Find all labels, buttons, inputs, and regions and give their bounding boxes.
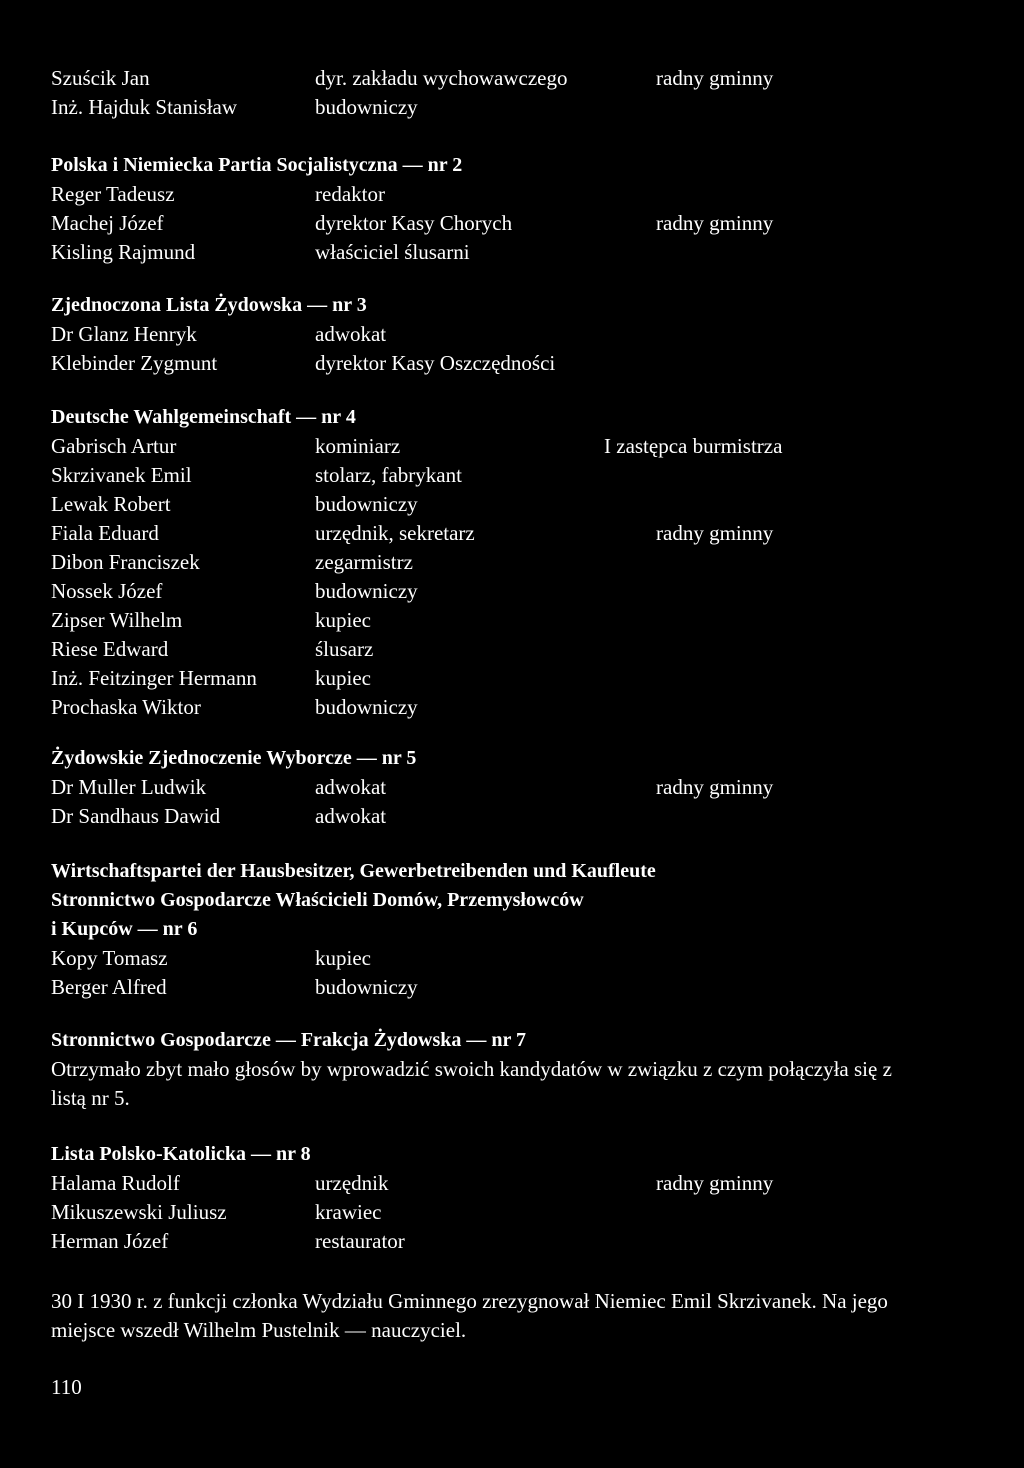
person-name: Skrzivanek Emil <box>51 463 192 487</box>
person-job: budowniczy <box>315 975 418 999</box>
person-job: stolarz, fabrykant <box>315 463 462 487</box>
person-name: Riese Edward <box>51 637 169 661</box>
table-row <box>51 802 951 831</box>
table-row <box>51 944 951 973</box>
person-name: Dr Muller Ludwik <box>51 775 207 799</box>
table-row <box>51 606 951 635</box>
person-job: dyrektor Kasy Chorych <box>315 211 513 235</box>
section-heading: Zjednoczona Lista Żydowska — nr 3 <box>51 294 367 316</box>
person-job: budowniczy <box>315 695 418 719</box>
person-role: I zastępca burmistrza <box>604 434 783 458</box>
person-job: budowniczy <box>315 579 418 603</box>
person-name: Lewak Robert <box>51 492 171 516</box>
section-heading: Lista Polsko-Katolicka — nr 8 <box>51 1143 311 1165</box>
person-name: Klebinder Zygmunt <box>51 351 218 375</box>
section-heading: Żydowskie Zjednoczenie Wyborcze — nr 5 <box>51 747 417 769</box>
person-name: Machej Józef <box>51 211 164 235</box>
person-role: radny gminny <box>656 775 774 799</box>
person-job: kupiec <box>315 946 371 970</box>
person-name: Inż. Feitzinger Hermann <box>51 666 257 690</box>
section-heading: i Kupców — nr 6 <box>51 918 198 940</box>
section-list-3 <box>51 291 951 378</box>
person-name: Zipser Wilhelm <box>51 608 183 632</box>
person-role: radny gminny <box>656 211 774 235</box>
person-name: Mikuszewski Juliusz <box>51 1200 227 1224</box>
section-heading: Polska i Niemiecka Partia Socjalistyczna — nr 2 <box>51 154 463 176</box>
person-name: Prochaska Wiktor <box>51 695 201 719</box>
table-row <box>51 973 951 1002</box>
person-role: radny gminny <box>656 521 774 545</box>
person-name: Halama Rudolf <box>51 1171 180 1195</box>
person-name: Dr Sandhaus Dawid <box>51 804 221 828</box>
table-row <box>51 432 951 461</box>
table-row <box>51 461 951 490</box>
table-row <box>51 238 951 267</box>
person-job: kupiec <box>315 666 371 690</box>
table-row <box>51 773 951 802</box>
table-row <box>51 1227 951 1256</box>
person-job: dyr. zakładu wychowawczego <box>315 66 568 90</box>
person-job: budowniczy <box>315 492 418 516</box>
person-job: redaktor <box>315 182 385 206</box>
section-heading: Deutsche Wahlgemeinschaft — nr 4 <box>51 406 356 428</box>
person-job: adwokat <box>315 804 387 828</box>
person-job: restaurator <box>315 1229 405 1253</box>
person-name: Gabrisch Artur <box>51 434 177 458</box>
person-name: Herman Józef <box>51 1229 169 1253</box>
person-role: radny gminny <box>656 1171 774 1195</box>
person-job: kominiarz <box>315 434 401 458</box>
table-row <box>51 635 951 664</box>
table-row <box>51 64 951 93</box>
table-row <box>51 548 951 577</box>
note-text: 30 I 1930 r. z funkcji członka Wydziału Gminnego zrezygnował Niemiec Emil Skrzivanek. Na jego miejsce wszedł Wilhelm Pustelnik — nauczyciel. <box>51 1289 888 1342</box>
section-list-6 <box>51 857 951 1002</box>
section-heading: Stronnictwo Gospodarcze — Frakcja Żydowska — nr 7 <box>51 1029 527 1051</box>
table-row <box>51 577 951 606</box>
person-name: Kopy Tomasz <box>51 946 168 970</box>
section-list-5 <box>51 744 951 831</box>
table-row <box>51 519 951 548</box>
section-list-2 <box>51 151 951 267</box>
person-job: dyrektor Kasy Oszczędności <box>315 351 556 375</box>
table-row <box>51 349 951 378</box>
person-name: Nossek Józef <box>51 579 163 603</box>
section-list-4 <box>51 403 951 722</box>
person-job: zegarmistrz <box>315 550 413 574</box>
section-heading: Wirtschaftspartei der Hausbesitzer, Gewerbetreibenden und Kaufleute <box>51 860 656 882</box>
person-role: radny gminny <box>656 66 774 90</box>
person-job: budowniczy <box>315 95 418 119</box>
person-job: krawiec <box>315 1200 382 1224</box>
person-job: urzędnik <box>315 1171 389 1195</box>
table-row <box>51 1198 951 1227</box>
section-list-8 <box>51 1140 951 1256</box>
person-job: kupiec <box>315 608 371 632</box>
table-row <box>51 180 951 209</box>
person-name: Fiala Eduard <box>51 521 159 545</box>
top-list <box>51 64 951 122</box>
person-name: Berger Alfred <box>51 975 167 999</box>
table-row <box>51 209 951 238</box>
person-job: właściciel ślusarni <box>315 240 470 264</box>
section-list-7 <box>51 1026 951 1113</box>
person-job: adwokat <box>315 322 387 346</box>
table-row <box>51 320 951 349</box>
person-job: ślusarz <box>315 637 374 661</box>
section-heading: Stronnictwo Gospodarcze Właścicieli Domów, Przemysłowców <box>51 889 584 911</box>
person-name: Kisling Rajmund <box>51 240 196 264</box>
person-name: Reger Tadeusz <box>51 182 175 206</box>
person-name: Dibon Franciszek <box>51 550 200 574</box>
table-row <box>51 1169 951 1198</box>
section-text: Otrzymało zbyt mało głosów by wprowadzić swoich kandydatów w związku z czym połączyła się z listą nr 5. <box>51 1057 892 1110</box>
table-row <box>51 93 951 122</box>
page-number: 110 <box>51 1375 82 1399</box>
person-job: urzędnik, sekretarz <box>315 521 475 545</box>
closing-note <box>51 1287 951 1345</box>
person-name: Dr Glanz Henryk <box>51 322 197 346</box>
person-name: Inż. Hajduk Stanisław <box>51 95 238 119</box>
person-job: adwokat <box>315 775 387 799</box>
person-name: Szuścik Jan <box>51 66 150 90</box>
table-row <box>51 490 951 519</box>
table-row <box>51 664 951 693</box>
table-row <box>51 693 951 722</box>
